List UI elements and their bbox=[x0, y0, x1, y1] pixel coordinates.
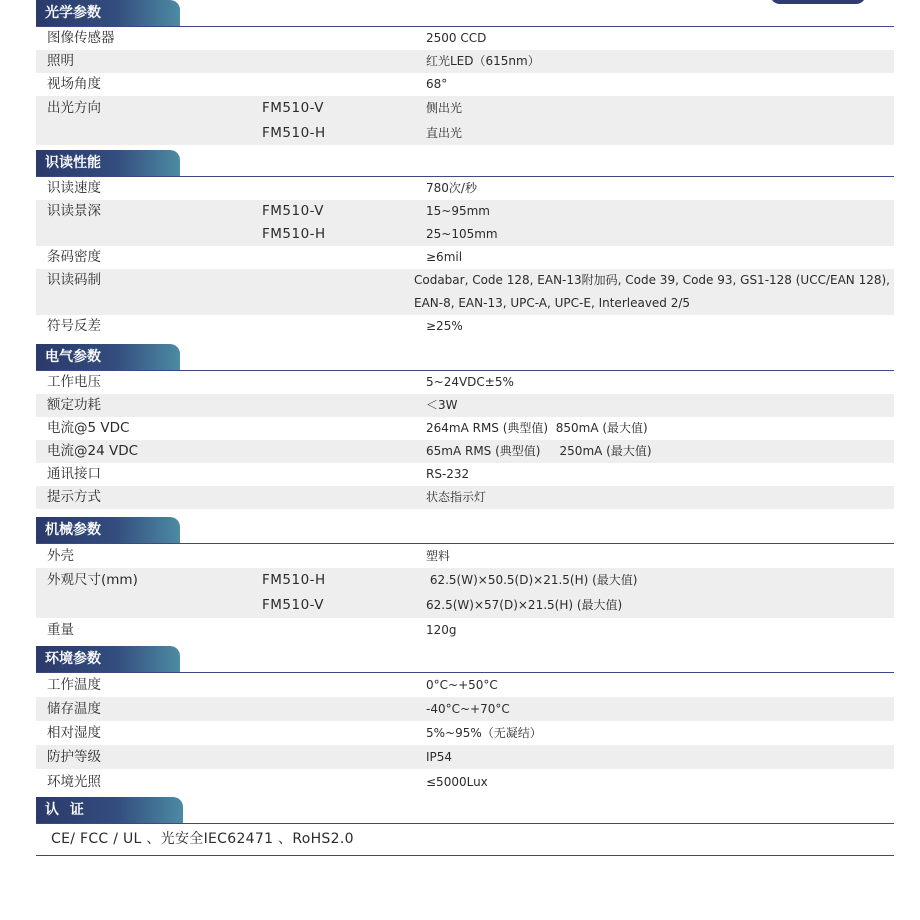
section bbox=[36, 344, 894, 509]
section-divider bbox=[36, 176, 894, 177]
section bbox=[36, 150, 894, 338]
section-title: 机械参数 bbox=[36, 517, 180, 544]
value-line: 2500 CCD bbox=[426, 31, 487, 45]
value-line: 120g bbox=[426, 623, 457, 637]
value-line: ＜3W bbox=[426, 398, 458, 412]
spec-model bbox=[262, 96, 426, 145]
spec-row bbox=[36, 27, 894, 50]
spec-row bbox=[36, 568, 894, 618]
spec-label: 视场角度 bbox=[47, 76, 101, 92]
section-divider bbox=[36, 543, 894, 544]
spec-model bbox=[262, 568, 426, 618]
bottom-divider bbox=[36, 855, 894, 856]
spec-row bbox=[36, 769, 894, 795]
spec-row bbox=[36, 721, 894, 745]
value-line: 0°C~+50°C bbox=[426, 678, 498, 692]
spec-row bbox=[36, 269, 894, 315]
spec-label: 电流@5 VDC bbox=[47, 420, 130, 436]
value-line: 直出光 bbox=[426, 125, 463, 140]
value-line: ≥25% bbox=[426, 319, 463, 333]
spec-row bbox=[36, 463, 894, 486]
spec-value bbox=[426, 673, 894, 697]
spec-label: 防护等级 bbox=[47, 749, 101, 765]
section-header bbox=[36, 797, 894, 824]
spec-row bbox=[36, 315, 894, 338]
value-line: 65mA RMS (典型值) 250mA (最大值) bbox=[426, 444, 652, 458]
value-line: RS-232 bbox=[426, 467, 470, 481]
section bbox=[36, 646, 894, 795]
spec-value bbox=[426, 394, 894, 417]
value-line: 62.5(W)×50.5(D)×21.5(H) (最大值) bbox=[426, 573, 638, 587]
section-divider bbox=[36, 370, 894, 371]
value-line: 15~95mm bbox=[426, 204, 490, 218]
section-title: 电气参数 bbox=[36, 344, 180, 371]
spec-sections bbox=[36, 0, 894, 795]
model-name: FM510-H bbox=[262, 572, 326, 588]
section bbox=[36, 517, 894, 642]
spec-row bbox=[36, 486, 894, 509]
spec-value bbox=[426, 745, 894, 769]
spec-value bbox=[426, 697, 894, 721]
spec-label: 工作温度 bbox=[47, 677, 101, 693]
spec-row bbox=[36, 246, 894, 269]
spec-value bbox=[426, 200, 894, 246]
spec-label: 工作电压 bbox=[47, 374, 101, 390]
spec-value bbox=[426, 618, 894, 642]
spec-label: 储存温度 bbox=[47, 701, 101, 717]
spec-value bbox=[426, 27, 894, 50]
spec-label: 外观尺寸(mm) bbox=[47, 572, 138, 588]
spec-row bbox=[36, 697, 894, 721]
section-divider bbox=[36, 672, 894, 673]
spec-row bbox=[36, 371, 894, 394]
spec-label: 出光方向 bbox=[47, 100, 101, 116]
spec-label: 图像传感器 bbox=[47, 30, 115, 46]
section-header bbox=[36, 646, 894, 673]
spec-label: 重量 bbox=[47, 622, 74, 638]
spec-label: 相对湿度 bbox=[47, 725, 101, 741]
section-header bbox=[36, 150, 894, 177]
value-line: 塑料 bbox=[426, 549, 451, 563]
value-line: 状态指示灯 bbox=[426, 490, 487, 504]
spec-row bbox=[36, 394, 894, 417]
value-line: 68° bbox=[426, 77, 448, 91]
model-name: FM510-H bbox=[262, 226, 326, 242]
spec-value bbox=[414, 269, 894, 315]
spec-value bbox=[426, 463, 894, 486]
spec-value bbox=[426, 440, 894, 463]
section-divider bbox=[36, 823, 894, 824]
certification-text: CE/ FCC / UL 、光安全IEC62471 、RoHS2.0 bbox=[51, 831, 354, 847]
section-header bbox=[36, 517, 894, 544]
spec-label: 外壳 bbox=[47, 548, 74, 564]
spec-sheet bbox=[36, 0, 894, 856]
value-line: 5~24VDC±5% bbox=[426, 375, 514, 389]
spec-row bbox=[36, 618, 894, 642]
value-line: ≥6mil bbox=[426, 250, 463, 264]
model-name: FM510-V bbox=[262, 100, 324, 116]
value-line: ≤5000Lux bbox=[426, 775, 488, 789]
model-name: FM510-H bbox=[262, 124, 326, 141]
spec-row bbox=[36, 200, 894, 246]
spec-value bbox=[426, 486, 894, 509]
section-certification bbox=[36, 797, 894, 856]
spec-label: 照明 bbox=[47, 53, 74, 69]
model-name: FM510-V bbox=[262, 203, 324, 219]
spec-label: 条码密度 bbox=[47, 249, 101, 265]
spec-row bbox=[36, 673, 894, 697]
spec-label: 识读景深 bbox=[47, 203, 101, 219]
section-title: 认 证 bbox=[36, 797, 183, 824]
spec-value bbox=[426, 417, 894, 440]
spec-row bbox=[36, 73, 894, 96]
value-line: 25~105mm bbox=[426, 227, 498, 241]
value-line: 红光LED（615nm） bbox=[426, 54, 540, 68]
spec-row bbox=[36, 177, 894, 200]
value-line: IP54 bbox=[426, 750, 453, 764]
section-divider bbox=[36, 26, 894, 27]
spec-label: 识读码制 bbox=[47, 272, 101, 288]
section-header bbox=[36, 0, 894, 27]
value-line: Codabar, Code 128, EAN-13附加码, Code 39, Code 93, GS1-128 (UCC/EAN 128), bbox=[413, 273, 890, 287]
section-title: 识读性能 bbox=[36, 150, 180, 177]
spec-value bbox=[426, 50, 894, 73]
spec-value bbox=[426, 371, 894, 394]
value-line: -40°C~+70°C bbox=[426, 702, 510, 716]
spec-value bbox=[426, 544, 894, 568]
spec-value bbox=[426, 721, 894, 745]
spec-value bbox=[426, 177, 894, 200]
value-line: 侧出光 bbox=[426, 101, 463, 115]
spec-label: 电流@24 VDC bbox=[47, 443, 139, 459]
spec-value bbox=[426, 73, 894, 96]
spec-label: 符号反差 bbox=[47, 318, 101, 334]
value-line: 62.5(W)×57(D)×21.5(H) (最大值) bbox=[426, 598, 623, 612]
spec-model bbox=[262, 200, 426, 246]
spec-label: 识读速度 bbox=[47, 180, 101, 196]
value-line: EAN-8, EAN-13, UPC-A, UPC-E, Interleaved 2/5 bbox=[413, 296, 691, 310]
spec-row bbox=[36, 417, 894, 440]
spec-row bbox=[36, 544, 894, 568]
spec-row bbox=[36, 96, 894, 145]
section-title: 环境参数 bbox=[36, 646, 180, 673]
spec-label: 额定功耗 bbox=[47, 397, 101, 413]
spec-label: 提示方式 bbox=[47, 489, 101, 505]
spec-value bbox=[426, 96, 894, 145]
section-header bbox=[36, 344, 894, 371]
model-name: FM510-V bbox=[262, 597, 324, 613]
spec-value bbox=[426, 568, 894, 618]
spec-label: 通讯接口 bbox=[47, 466, 101, 482]
spec-row bbox=[36, 440, 894, 463]
value-line: 5%~95%（无凝结） bbox=[426, 726, 542, 740]
section bbox=[36, 0, 894, 145]
spec-value bbox=[426, 769, 894, 795]
value-line: 780次/秒 bbox=[426, 181, 477, 195]
spec-row bbox=[36, 50, 894, 73]
spec-row bbox=[36, 745, 894, 769]
spec-value bbox=[426, 315, 894, 338]
spec-value bbox=[426, 246, 894, 269]
value-line: 264mA RMS (典型值) 850mA (最大值) bbox=[426, 421, 648, 435]
spec-label: 环境光照 bbox=[47, 774, 101, 790]
section-title: 光学参数 bbox=[36, 0, 180, 27]
